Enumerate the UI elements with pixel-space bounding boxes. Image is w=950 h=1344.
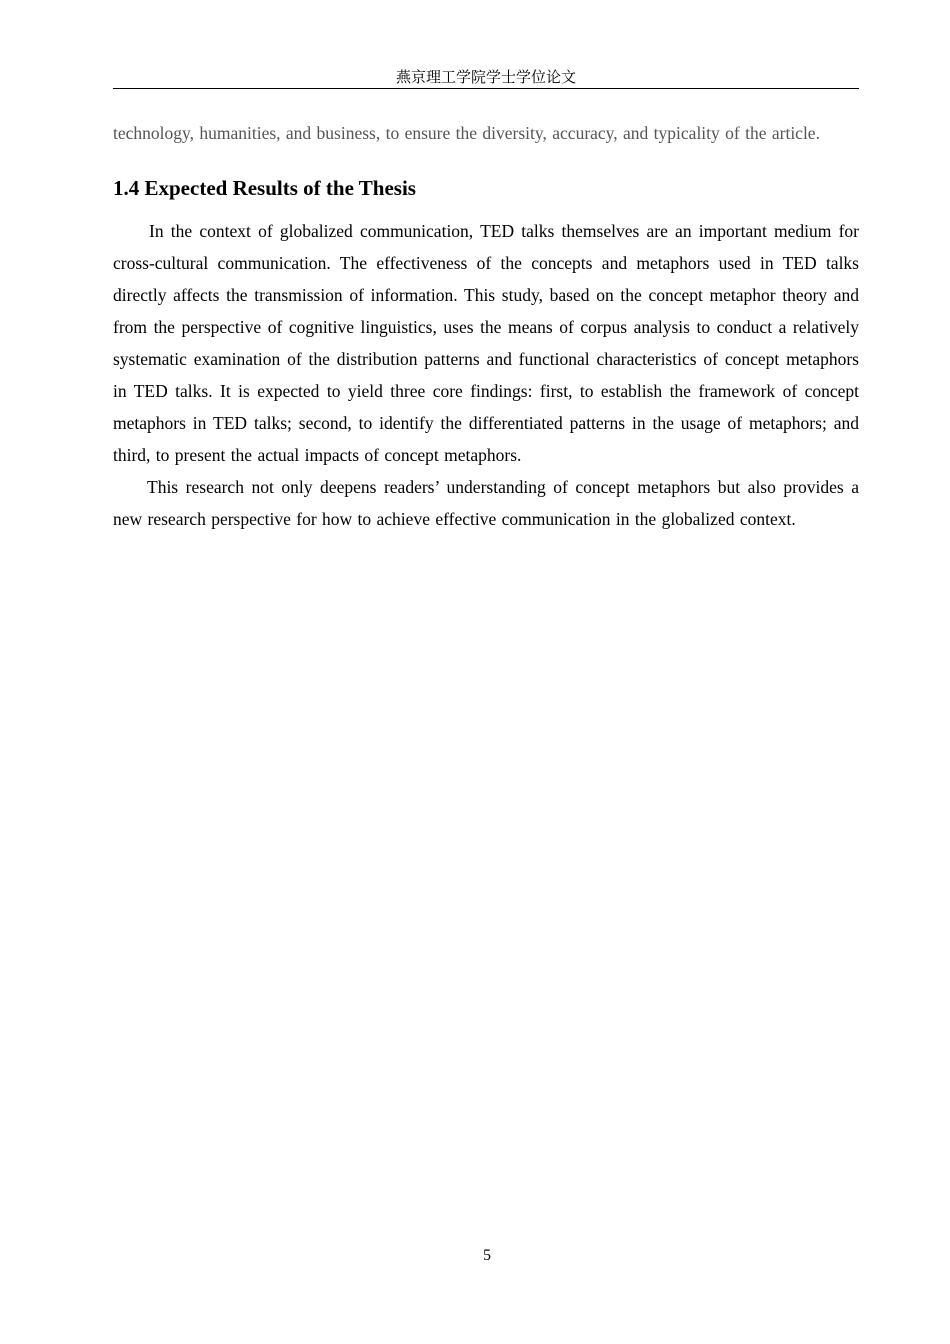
body-paragraph-2: This research not only deepens readers’ understanding of concept metaphors but also provides a new research perspective for how to achieve effective communication in the globalized context. bbox=[113, 477, 859, 529]
body-paragraph-1: In the context of globalized communication, TED talks themselves are an important medium for cross-cultural communication. The effectiveness of the concepts and metaphors used in TED talks directly affects the transmission of information. This study, based on the concept metaphor theory and from the perspective of cognitive linguistics, uses the means of corpus analysis to conduct a relatively systematic examination of the distribution patterns and functional characteristics of concept metaphors in TED talks. It is expected to yield three core findings: first, to establish the framework of concept metaphors in TED talks; second, to identify the differentiated patterns in the usage of metaphors; and third, to present the actual impacts of concept metaphors. bbox=[113, 221, 859, 465]
carryover-paragraph: technology, humanities, and business, to ensure the diversity, accuracy, and typicality of the article. bbox=[113, 123, 820, 143]
section-heading: 1.4 Expected Results of the Thesis bbox=[113, 176, 416, 200]
page-body bbox=[113, 117, 859, 535]
running-header: 燕京理工学院学士学位论文 bbox=[113, 66, 859, 89]
page-number: 5 bbox=[483, 1247, 491, 1264]
